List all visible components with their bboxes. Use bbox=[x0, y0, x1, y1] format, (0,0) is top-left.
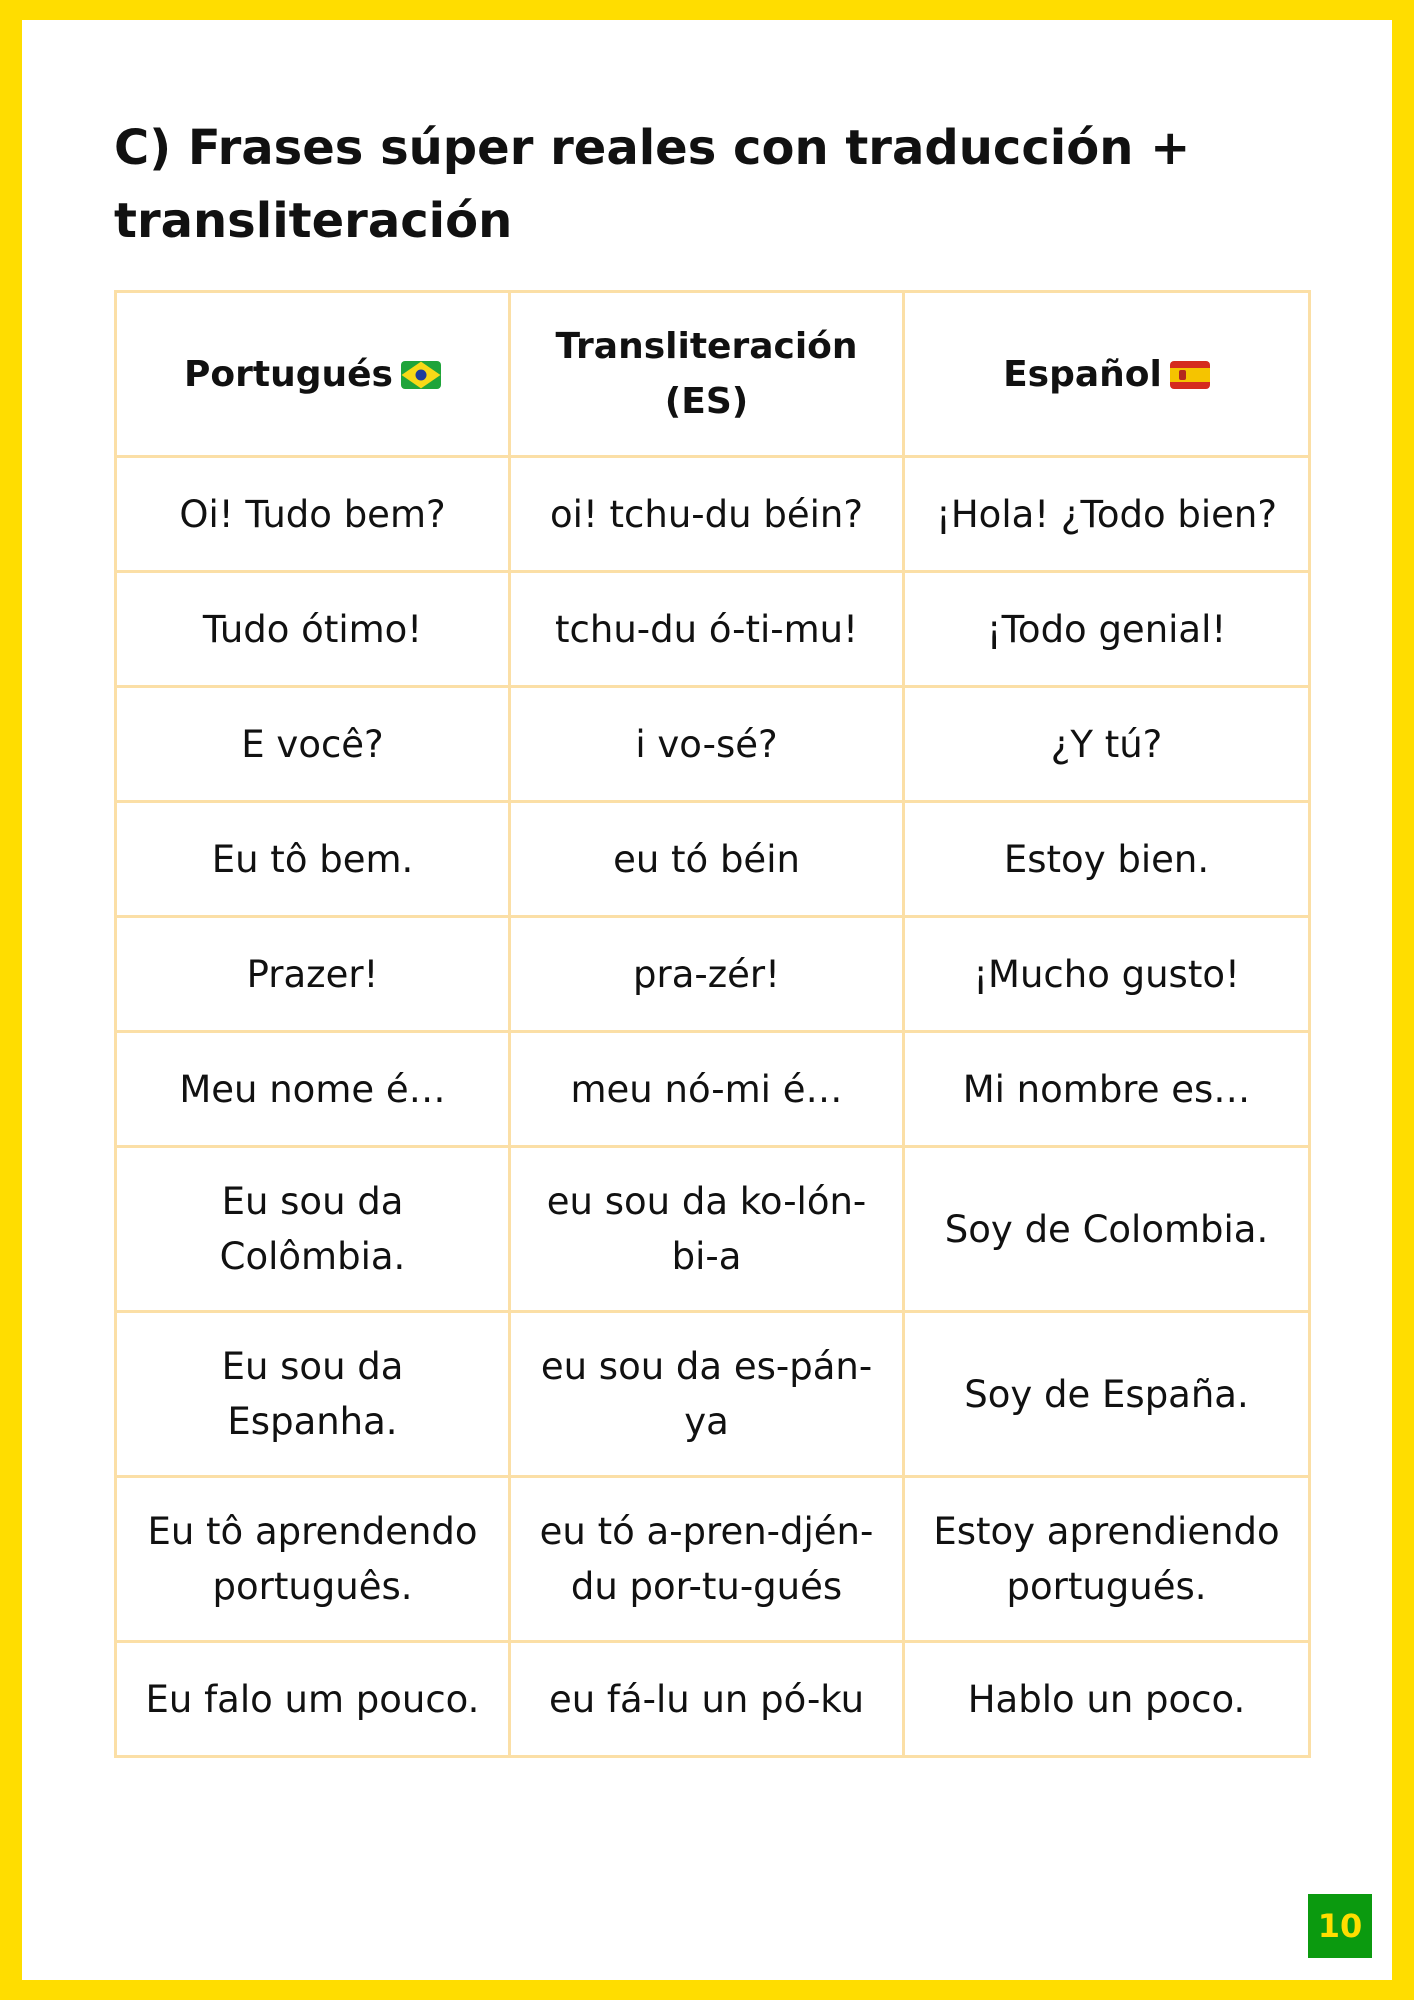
table-row bbox=[116, 457, 1310, 572]
cell-transliteration: i vo-sé? bbox=[510, 687, 904, 802]
section-title: C) Frases súper reales con traducción + transliteración bbox=[114, 120, 1191, 249]
page-number-badge: 10 bbox=[1308, 1894, 1372, 1958]
cell-transliteration: eu sou da es-pán-ya bbox=[510, 1312, 904, 1477]
header-portuguese-label: Portugués bbox=[184, 353, 393, 395]
spain-flag-icon bbox=[1170, 361, 1210, 389]
brazil-flag-icon bbox=[401, 361, 441, 389]
cell-transliteration: eu sou da ko-lón-bi-a bbox=[510, 1147, 904, 1312]
table-row bbox=[116, 917, 1310, 1032]
table-row bbox=[116, 1642, 1310, 1757]
header-spanish-label: Español bbox=[1003, 353, 1162, 395]
header-spanish bbox=[904, 292, 1310, 457]
cell-spanish: Soy de España. bbox=[904, 1312, 1310, 1477]
cell-spanish: Soy de Colombia. bbox=[904, 1147, 1310, 1312]
cell-spanish: ¿Y tú? bbox=[904, 687, 1310, 802]
cell-transliteration: meu nó-mi é… bbox=[510, 1032, 904, 1147]
table-row bbox=[116, 1477, 1310, 1642]
page bbox=[22, 20, 1392, 1980]
table-row bbox=[116, 1312, 1310, 1477]
cell-portuguese: Eu sou da Colômbia. bbox=[116, 1147, 510, 1312]
cell-portuguese: Meu nome é… bbox=[116, 1032, 510, 1147]
table-row bbox=[116, 687, 1310, 802]
cell-portuguese: Eu sou da Espanha. bbox=[116, 1312, 510, 1477]
table-row bbox=[116, 1032, 1310, 1147]
phrases-table bbox=[114, 290, 1311, 1758]
cell-transliteration: eu tó béin bbox=[510, 802, 904, 917]
cell-transliteration: oi! tchu-du béin? bbox=[510, 457, 904, 572]
cell-transliteration: tchu-du ó-ti-mu! bbox=[510, 572, 904, 687]
cell-transliteration: eu tó a-pren-djén-du por-tu-gués bbox=[510, 1477, 904, 1642]
table-row bbox=[116, 1147, 1310, 1312]
table-row bbox=[116, 802, 1310, 917]
header-transliteration bbox=[510, 292, 904, 457]
cell-portuguese: Prazer! bbox=[116, 917, 510, 1032]
cell-spanish: Estoy bien. bbox=[904, 802, 1310, 917]
cell-spanish: ¡Hola! ¿Todo bien? bbox=[904, 457, 1310, 572]
cell-spanish: Estoy aprendiendo portugués. bbox=[904, 1477, 1310, 1642]
table-header-row bbox=[116, 292, 1310, 457]
table-row bbox=[116, 572, 1310, 687]
cell-spanish: ¡Todo genial! bbox=[904, 572, 1310, 687]
cell-portuguese: Tudo ótimo! bbox=[116, 572, 510, 687]
cell-portuguese: Eu tô aprendendo português. bbox=[116, 1477, 510, 1642]
cell-spanish: ¡Mucho gusto! bbox=[904, 917, 1310, 1032]
cell-portuguese: Eu falo um pouco. bbox=[116, 1642, 510, 1757]
cell-portuguese: E você? bbox=[116, 687, 510, 802]
cell-transliteration: eu fá-lu un pó-ku bbox=[510, 1642, 904, 1757]
cell-spanish: Hablo un poco. bbox=[904, 1642, 1310, 1757]
cell-portuguese: Oi! Tudo bem? bbox=[116, 457, 510, 572]
header-portuguese bbox=[116, 292, 510, 457]
cell-transliteration: pra-zér! bbox=[510, 917, 904, 1032]
cell-portuguese: Eu tô bem. bbox=[116, 802, 510, 917]
header-transliteration-label: Transliteración (ES) bbox=[555, 326, 858, 422]
cell-spanish: Mi nombre es… bbox=[904, 1032, 1310, 1147]
